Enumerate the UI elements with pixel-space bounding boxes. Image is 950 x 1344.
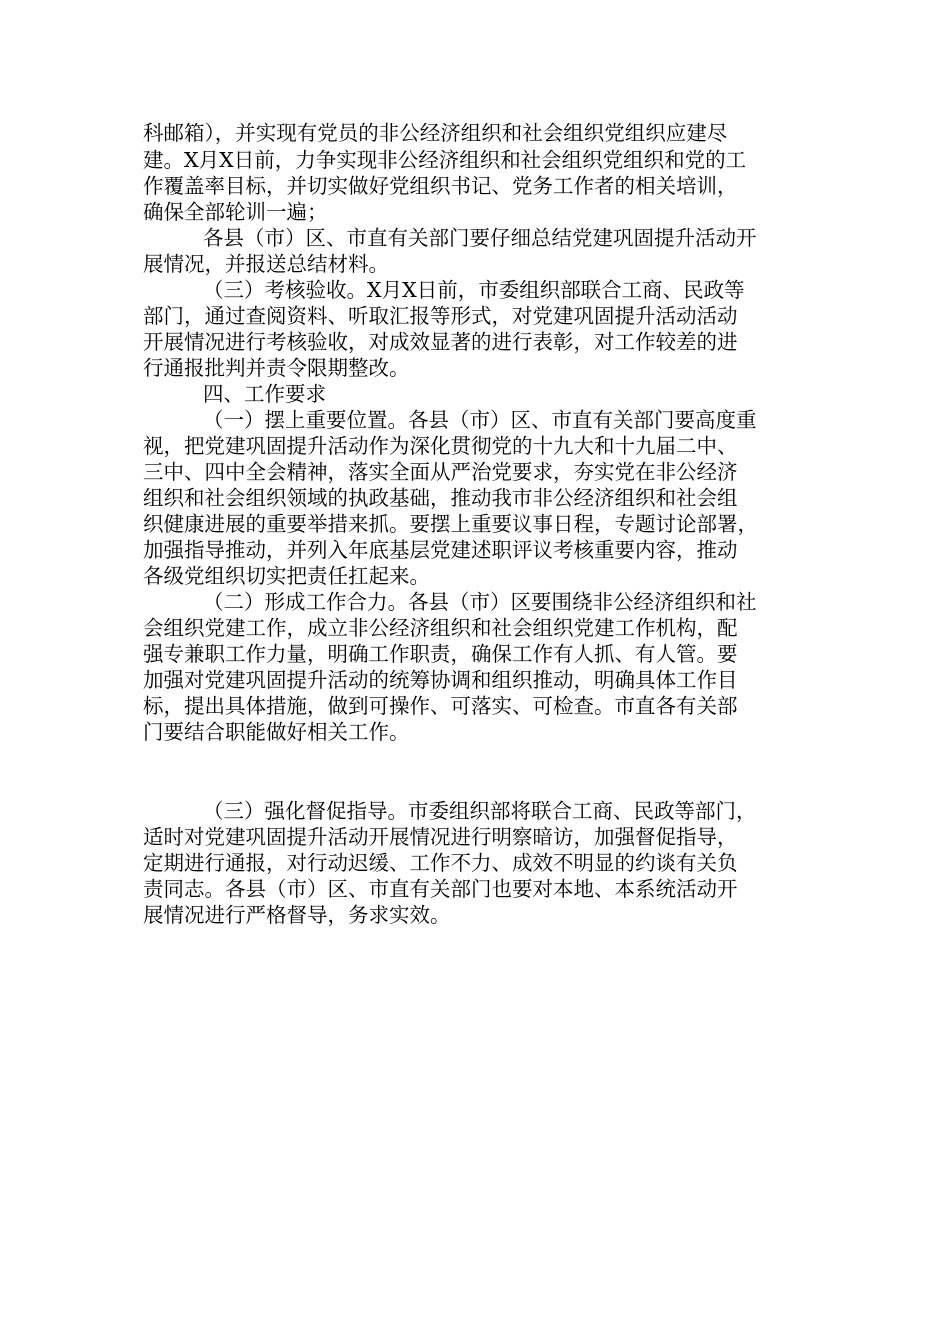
text-line: （三）考核验收。X月X日前，市委组织部联合工商、民政等: [203, 278, 745, 302]
text-line: 定期进行通报，对行动迟缓、工作不力、成效不明显的约谈有关负: [143, 851, 738, 875]
text-line: 门要结合职能做好相关工作。: [143, 720, 410, 744]
text-line: 建。X月X日前，力争实现非公经济组织和社会组织党组织和党的工: [143, 148, 747, 172]
text-line: 展情况，并报送总结材料。: [143, 252, 389, 276]
text-line: 展情况进行严格督导，务求实效。: [143, 903, 451, 927]
text-line: 加强指导推动，并列入年底基层党建述职评议考核重要内容，推动: [143, 538, 738, 562]
text-line: 科邮箱），并实现有党员的非公经济组织和社会组织党组织应建尽: [143, 121, 728, 145]
text-line: 开展情况进行考核验收，对成效显著的进行表彰，对工作较差的进: [143, 330, 738, 354]
section-heading: 四、工作要求: [203, 382, 326, 406]
text-line: 适时对党建巩固提升活动开展情况进行明察暗访，加强督促指导，: [143, 825, 738, 849]
text-line: 确保全部轮训一遍；: [143, 200, 328, 224]
text-line: 会组织党建工作，成立非公经济组织和社会组织党建工作机构，配: [143, 616, 738, 640]
text-line: 视，把党建巩固提升活动作为深化贯彻党的十九大和十九届二中、: [143, 434, 738, 458]
text-line: （一）摆上重要位置。各县（市）区、市直有关部门要高度重: [203, 408, 757, 432]
text-line: （二）形成工作合力。各县（市）区要围绕非公经济组织和社: [203, 590, 757, 614]
text-line: 强专兼职工作力量，明确工作职责，确保工作有人抓、有人管。要: [143, 642, 738, 666]
text-line: 行通报批判并责令限期整改。: [143, 356, 410, 380]
text-line: 三中、四中全会精神，落实全面从严治党要求，夯实党在非公经济: [143, 460, 738, 484]
text-line: 作覆盖率目标，并切实做好党组织书记、党务工作者的相关培训，: [143, 174, 738, 198]
text-line: 织健康进展的重要举措来抓。要摆上重要议事日程，专题讨论部署，: [143, 512, 758, 536]
text-line: （三）强化督促指导。市委组织部将联合工商、民政等部门，: [203, 799, 757, 823]
text-line: 组织和社会组织领域的执政基础，推动我市非公经济组织和社会组: [143, 486, 738, 510]
text-line: 部门，通过查阅资料、听取汇报等形式，对党建巩固提升活动活动: [143, 304, 738, 328]
text-line: 各级党组织切实把责任扛起来。: [143, 564, 430, 588]
text-line: 加强对党建巩固提升活动的统筹协调和组织推动，明确具体工作目: [143, 668, 738, 692]
text-line: 标，提出具体措施，做到可操作、可落实、可检查。市直各有关部: [143, 694, 738, 718]
text-line: 责同志。各县（市）区、市直有关部门也要对本地、本系统活动开: [143, 877, 738, 901]
text-line: 各县（市）区、市直有关部门要仔细总结党建巩固提升活动开: [203, 226, 757, 250]
